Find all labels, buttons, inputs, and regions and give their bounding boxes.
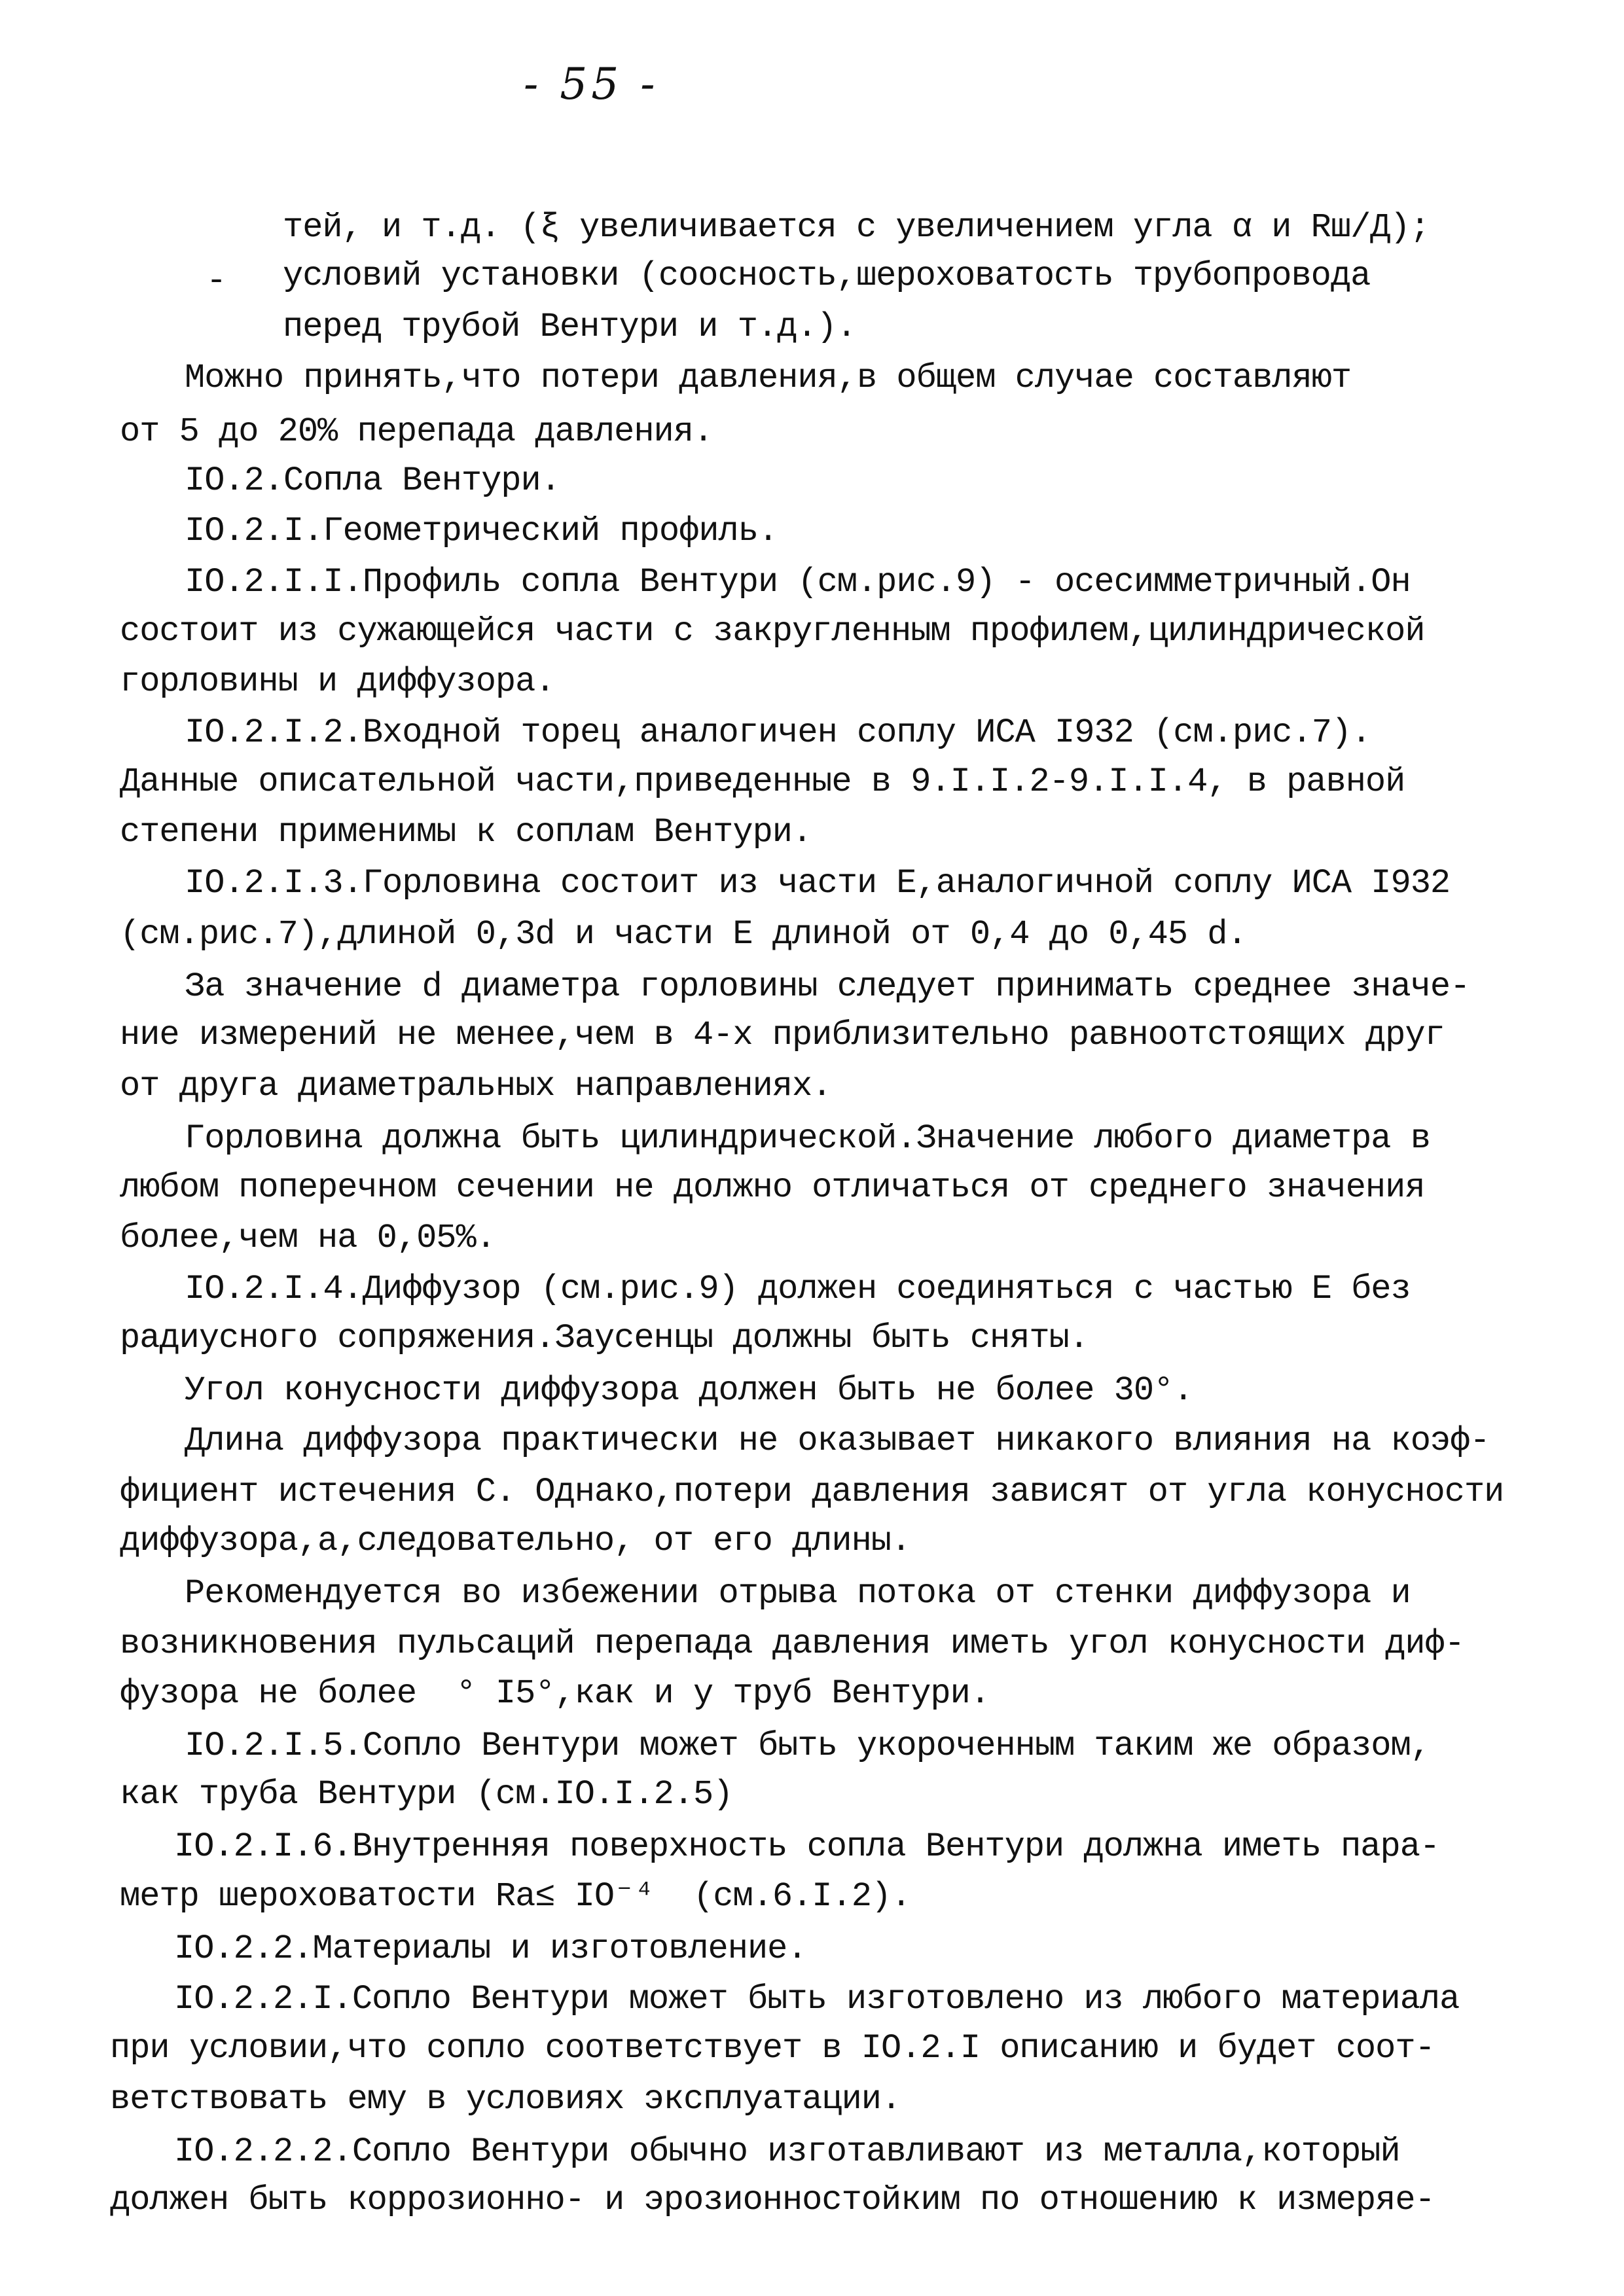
text-line: За значение d диаметра горловины следует принимать среднее значе- [185,967,1470,1006]
text-line: как труба Вентури (см.IO.I.2.5) [120,1775,733,1814]
text-line: радиусного сопряжения.Заусенцы должны быть сняты. [120,1319,1089,1357]
text-line: (см.рис.7),длиной 0,3d и части Е длиной от 0,4 до 0,45 d. [120,915,1247,954]
text-line: диффузора,а,следовательно, от его длины. [120,1522,911,1560]
text-line: Горловина должна быть цилиндрической.Значение любого диаметра в [185,1119,1430,1158]
text-line: условий установки (соосность,шероховатость трубопровода [283,257,1371,295]
text-line: горловины и диффузора. [120,662,555,701]
text-line: от друга диаметральных направлениях. [120,1067,832,1105]
text-line: IO.2.2.I.Сопло Вентури может быть изготовлено из любого материала [174,1980,1460,2018]
page-number: - 55 - [524,59,659,109]
text-line: ние измерений не менее,чем в 4-х приблизительно равноотстоящих друг [120,1016,1445,1054]
text-line: IO.2.2.Материалы и изготовление. [174,1929,807,1968]
text-line: Можно принять,что потери давления,в общем случае составляют [185,359,1352,397]
list-dash: - [206,262,227,300]
text-line: перед трубой Вентури и т.д.). [283,308,856,346]
text-line: тей, и т.д. (ξ увеличивается с увеличением угла α и Rш/Д); [283,208,1430,247]
text-line: метр шероховатости Ra≤ IO⁻⁴ (см.6.I.2). [120,1877,911,1916]
text-line: степени применимы к соплам Вентури. [120,813,812,852]
text-line: фузора не более ° I5°,как и у труб Вентури. [120,1674,990,1713]
text-line: IO.2.I.5.Сопло Вентури может быть укороченным таким же образом, [185,1727,1430,1765]
text-line: IO.2.2.2.Сопло Вентури обычно изготавливают из металла,который [174,2132,1400,2171]
text-line: IO.2.Сопла Вентури. [185,461,560,500]
text-line: IO.2.I.3.Горловина состоит из части Е,аналогичной соплу ИСА I932 [185,864,1451,903]
text-line: любом поперечном сечении не должно отличаться от среднего значения [120,1168,1425,1207]
text-line: IO.2.I.I.Профиль сопла Вентури (см.рис.9) - осесимметричный.Он [185,563,1411,601]
text-line: возникновения пульсаций перепада давления иметь угол конусности диф- [120,1624,1464,1663]
text-line: состоит из сужающейся части с закругленным профилем,цилиндрической [120,612,1425,651]
text-line: IO.2.I.2.Входной торец аналогичен соплу ИСА I932 (см.рис.7). [185,713,1371,752]
text-line: должен быть коррозионно- и эрозионностойким по отношению к измеряе- [110,2181,1435,2219]
text-line: Данные описательной части,приведенные в 9.I.I.2-9.I.I.4, в равной [120,762,1405,801]
text-line: Длина диффузора практически не оказывает никакого влияния на коэф- [185,1422,1490,1460]
text-line: IO.2.I.6.Внутренняя поверхность сопла Вентури должна иметь пара- [174,1827,1440,1866]
text-line: при условии,что сопло соответствует в IO.2.I описанию и будет соот- [110,2029,1435,2068]
text-line: от 5 до 20% перепада давления. [120,412,713,451]
text-line: ветствовать ему в условиях эксплуатации. [110,2080,901,2119]
text-line: фициент истечения С. Однако,потери давления зависят от угла конусности [120,1473,1504,1511]
text-line: более,чем на 0,05%. [120,1219,496,1257]
text-line: IO.2.I.Геометрический профиль. [185,512,778,550]
text-line: Рекомендуется во избежении отрыва потока от стенки диффузора и [185,1574,1411,1613]
text-line: Угол конусности диффузора должен быть не более 30°. [185,1371,1193,1410]
text-line: IO.2.I.4.Диффузор (см.рис.9) должен соединяться с частью Е без [185,1270,1411,1308]
